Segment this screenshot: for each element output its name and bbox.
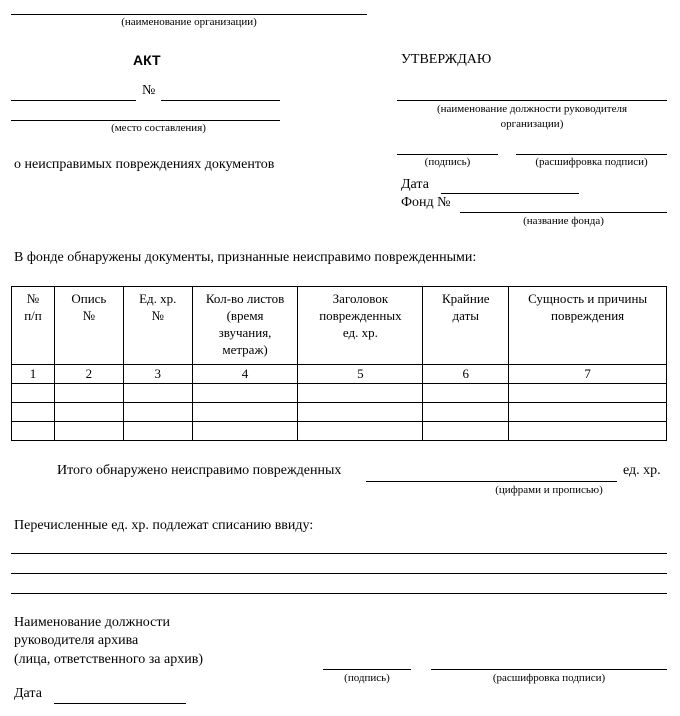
header-storage-unit: Ед. хр. № <box>123 287 192 365</box>
org-name-caption: (наименование организации) <box>121 16 257 28</box>
footer-signature-line[interactable] <box>323 669 411 670</box>
act-title: АКТ <box>133 52 161 68</box>
column-number: 4 <box>192 365 298 384</box>
approver-position-line[interactable] <box>397 100 667 101</box>
org-name-line[interactable] <box>11 14 367 15</box>
approval-date-line[interactable] <box>441 193 579 194</box>
table-cell[interactable] <box>123 403 192 422</box>
approval-date-label: Дата <box>401 177 429 192</box>
table-cell[interactable] <box>509 403 667 422</box>
table-row <box>12 384 667 403</box>
column-number: 2 <box>54 365 123 384</box>
column-number: 5 <box>298 365 423 384</box>
place-caption: (место составления) <box>111 122 206 134</box>
footer-decode-caption: (расшифровка подписи) <box>492 672 606 684</box>
approver-decode-line[interactable] <box>516 154 667 155</box>
footer-signature-caption: (подпись) <box>344 672 390 684</box>
act-place-line[interactable] <box>11 100 136 101</box>
table-cell[interactable] <box>423 403 509 422</box>
footer-date-label: Дата <box>14 686 42 701</box>
header-inventory: Опись № <box>54 287 123 365</box>
writeoff-line-1[interactable] <box>11 553 667 554</box>
damaged-documents-table <box>11 286 667 441</box>
total-caption: (цифрами и прописью) <box>495 484 603 496</box>
approve-heading: УТВЕРЖДАЮ <box>401 52 492 67</box>
place-line[interactable] <box>11 120 280 121</box>
table-cell[interactable] <box>192 384 298 403</box>
writeoff-text: Перечисленные ед. хр. подлежат списанию ввиду: <box>14 518 314 533</box>
column-number: 3 <box>123 365 192 384</box>
table-cell[interactable] <box>54 384 123 403</box>
table-cell[interactable] <box>509 422 667 441</box>
archive-head-position-2: руководителя архива <box>14 633 139 648</box>
table-cell[interactable] <box>298 422 423 441</box>
writeoff-line-3[interactable] <box>11 593 667 594</box>
total-unit: ед. хр. <box>623 463 661 478</box>
table-cell[interactable] <box>12 403 55 422</box>
header-sheet-count: Кол-во листов (время звучания, метраж) <box>192 287 298 365</box>
footer-decode-line[interactable] <box>431 669 667 670</box>
table-cell[interactable] <box>192 422 298 441</box>
table-header-row <box>12 287 667 365</box>
approver-signature-caption: (подпись) <box>424 156 471 168</box>
table-cell[interactable] <box>123 384 192 403</box>
total-label: Итого обнаружено неисправимо поврежденных <box>57 463 342 478</box>
header-title: Заголовок поврежденных ед. хр. <box>298 287 423 365</box>
table-cell[interactable] <box>54 422 123 441</box>
header-dates: Крайние даты <box>423 287 509 365</box>
approver-decode-caption: (расшифровка подписи) <box>535 156 648 168</box>
table-cell[interactable] <box>298 403 423 422</box>
table-cell[interactable] <box>54 403 123 422</box>
approver-position-caption-2: организации) <box>500 118 564 130</box>
header-row-number: № п/п <box>12 287 55 365</box>
table-row <box>12 403 667 422</box>
footer-date-line[interactable] <box>54 703 186 704</box>
table-cell[interactable] <box>12 384 55 403</box>
act-number-line[interactable] <box>161 100 280 101</box>
table-cell[interactable] <box>423 422 509 441</box>
column-number: 6 <box>423 365 509 384</box>
writeoff-line-2[interactable] <box>11 573 667 574</box>
table-cell[interactable] <box>509 384 667 403</box>
table-row <box>12 422 667 441</box>
archive-head-position-1: Наименование должности <box>14 615 170 630</box>
column-number: 7 <box>509 365 667 384</box>
act-subject: о неисправимых повреждениях документов <box>14 157 275 172</box>
fond-caption: (название фонда) <box>523 215 604 227</box>
archive-head-position-3: (лица, ответственного за архив) <box>14 652 203 667</box>
table-cell[interactable] <box>298 384 423 403</box>
header-damage-reason: Сущность и причины повреждения <box>509 287 667 365</box>
fond-line[interactable] <box>460 212 667 213</box>
fond-label: Фонд № <box>401 195 451 210</box>
act-number-sign: № <box>142 83 156 98</box>
column-number: 1 <box>12 365 55 384</box>
approver-signature-line[interactable] <box>397 154 498 155</box>
table-cell[interactable] <box>423 384 509 403</box>
intro-text: В фонде обнаружены документы, признанные неисправимо поврежденными: <box>14 250 477 265</box>
table-cell[interactable] <box>123 422 192 441</box>
table-cell[interactable] <box>12 422 55 441</box>
approver-position-caption-1: (наименование должности руководителя <box>436 103 628 115</box>
table-number-row <box>12 365 667 384</box>
total-line[interactable] <box>366 481 617 482</box>
table-cell[interactable] <box>192 403 298 422</box>
